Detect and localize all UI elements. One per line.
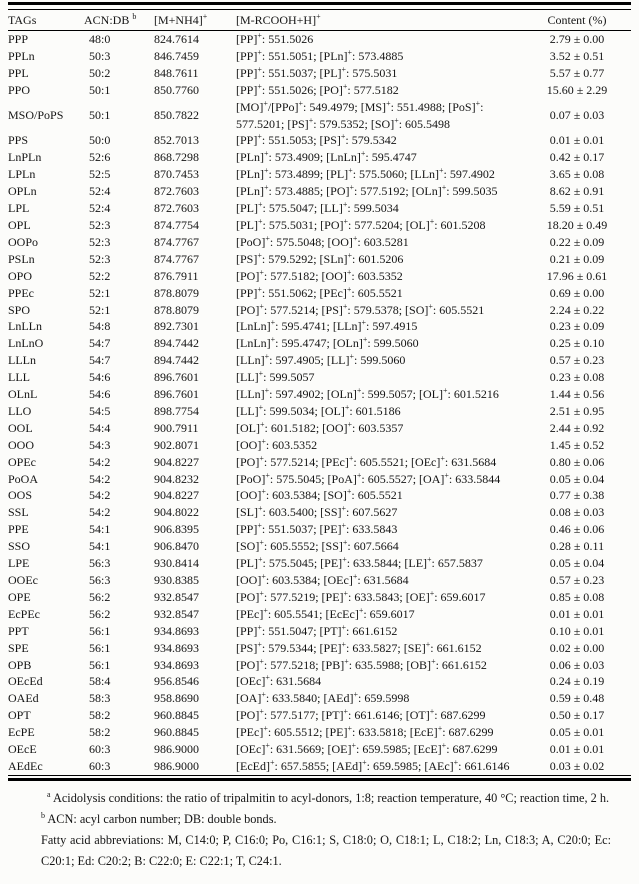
- acn-db-cell: 52:3: [89, 234, 111, 249]
- content-cell: 5.59 ± 0.51: [549, 201, 605, 216]
- content-cell: 0.57 ± 0.23: [549, 573, 605, 587]
- table-row: [8, 640, 631, 657]
- table-body: [8, 31, 631, 776]
- fragments-cell: [PLn]+: 573.4899; [PL]+: 575.5060; [LLn]+: 597.4902: [236, 166, 495, 182]
- acn-db-cell: 58:3: [89, 691, 111, 706]
- fragments-cell: [PP]+: 551.5062; [PEc]+: 605.5521: [236, 284, 403, 300]
- table-row: [8, 572, 631, 589]
- tag-cell: OAEd: [8, 691, 39, 706]
- fragments-cell: [PP]+: 551.5037; [PE]+: 633.5843: [236, 521, 398, 537]
- table-row: [8, 82, 631, 99]
- fragments-cell: [PEc]+: 605.5512; [PE]+: 633.5818; [EcE]+: 687.6299: [236, 724, 494, 740]
- tag-cell: OOL: [8, 420, 33, 435]
- fragments-cell: [PO]+: 577.5218; [PB]+: 635.5988; [OB]+: 661.6152: [236, 656, 487, 672]
- acn-db-cell: 50:0: [89, 133, 111, 148]
- content-cell: 0.42 ± 0.17: [549, 150, 605, 165]
- m-nh4-cell: 906.8395: [154, 522, 199, 537]
- acn-db-cell: 58:2: [89, 708, 111, 723]
- content-cell: 17.96 ± 0.61: [546, 268, 608, 283]
- m-nh4-cell: 932.8547: [154, 606, 199, 621]
- fragments-cell: [PS]+: 579.5292; [SLn]+: 601.5206: [236, 250, 404, 266]
- tag-cell: OOPo: [8, 234, 39, 249]
- fragments-cell: [MO]+/[PPo]+: 549.4979; [MS]+: 551.4988; [PoS]+: 577.5201; [PS]+: 579.5352; [SO]+: 605.5498: [236, 98, 484, 131]
- acn-db-cell: 58:4: [89, 674, 111, 689]
- table-row: [8, 690, 631, 707]
- fragments-cell: [SL]+: 603.5400; [SS]+: 607.5627: [236, 504, 398, 520]
- table-row: [8, 132, 631, 149]
- fragments-cell: [OL]+: 601.5182; [OO]+: 603.5357: [236, 419, 404, 435]
- content-cell: 1.45 ± 0.52: [549, 437, 605, 452]
- m-nh4-cell: 960.8845: [154, 708, 199, 723]
- content-cell: 0.59 ± 0.48: [549, 691, 605, 706]
- m-nh4-cell: 894.7442: [154, 336, 199, 351]
- m-nh4-cell: 848.7611: [154, 65, 199, 80]
- fragments-cell: [PL]+: 575.5047; [LL]+: 599.5034: [236, 200, 399, 216]
- fragments-cell: [LnLn]+: 595.4741; [LLn]+: 597.4915: [236, 318, 418, 334]
- content-cell: 0.80 ± 0.06: [549, 454, 605, 469]
- table-row: [8, 149, 631, 166]
- m-nh4-cell: 874.7767: [154, 234, 199, 249]
- tag-cell: OEcEd: [8, 674, 43, 689]
- tag-cell: SSL: [8, 505, 29, 520]
- tag-cell: EcPE: [8, 725, 35, 740]
- acn-db-cell: 56:1: [89, 623, 111, 638]
- table-top-rule: [8, 2, 631, 5]
- tag-cell: PPE: [8, 522, 29, 537]
- acn-db-cell: 54:4: [89, 420, 111, 435]
- m-nh4-cell: 986.9000: [154, 758, 199, 773]
- tag-cell: PPS: [8, 133, 29, 148]
- acn-db-cell: 52:1: [89, 285, 111, 300]
- tag-cell: SPE: [8, 640, 29, 655]
- table-row: [8, 285, 631, 302]
- footnote-acn-db-definition: $^b$ ACN: acyl carbon number; DB: double bonds.: [41, 810, 277, 826]
- acn-db-cell: 52:3: [89, 217, 111, 232]
- tag-cell: LnLLn: [8, 319, 42, 334]
- fragments-cell: [OO]+: 603.5384; [OEc]+: 631.5684: [236, 572, 409, 587]
- table-row: [8, 318, 631, 335]
- tag-cell: OPL: [8, 217, 31, 232]
- table-row: [8, 758, 631, 775]
- fragments-cell: [PEc]+: 605.5541; [EcEc]+: 659.6017: [236, 605, 415, 621]
- fragments-cell: [EcEd]+: 657.5855; [AEd]+: 659.5985; [AEc]+: 661.6146: [236, 757, 510, 773]
- fragments-cell: [PP]+: 551.5037; [PL]+: 575.5031: [236, 64, 398, 80]
- fragments-cell: [PP]+: 551.5051; [PLn]+: 573.4885: [236, 47, 404, 63]
- table-row: [8, 623, 631, 640]
- acn-db-cell: 54:6: [89, 387, 111, 402]
- fragments-cell: [PLn]+: 573.4909; [LnLn]+: 595.4747: [236, 149, 417, 165]
- acn-db-cell: 56:2: [89, 606, 111, 621]
- m-nh4-cell: 934.8693: [154, 640, 199, 655]
- tag-cell: MSO/PoPS: [8, 108, 64, 123]
- content-cell: 0.05 ± 0.01: [549, 725, 605, 740]
- fragments-cell: [PO]+: 577.5214; [PS]+: 579.5378; [SO]+: 605.5521: [236, 301, 485, 317]
- tag-cell: LnPLn: [8, 150, 42, 165]
- m-nh4-cell: 870.7453: [154, 167, 199, 182]
- content-cell: 0.21 ± 0.09: [549, 251, 605, 266]
- acn-db-cell: 52:2: [89, 268, 111, 283]
- tag-cell: LPL: [8, 201, 30, 216]
- content-cell: 0.10 ± 0.01: [549, 623, 605, 638]
- content-cell: 0.28 ± 0.11: [549, 539, 605, 554]
- content-cell: 0.08 ± 0.03: [549, 505, 605, 520]
- tag-composition-table: [8, 10, 631, 776]
- m-nh4-cell: 986.9000: [154, 742, 199, 757]
- acn-db-cell: 60:3: [89, 742, 111, 757]
- m-nh4-cell: 898.7754: [154, 403, 199, 418]
- m-nh4-cell: 956.8546: [154, 674, 199, 689]
- fragments-cell: [OO]+: 603.5352: [236, 436, 318, 452]
- table-row: [8, 386, 631, 403]
- table-row: [8, 183, 631, 200]
- acn-db-cell: 56:1: [89, 657, 111, 672]
- tag-cell: OPT: [8, 708, 31, 723]
- tag-cell: PoOA: [8, 471, 39, 486]
- acn-db-cell: 54:7: [89, 336, 111, 351]
- m-nh4-cell: 874.7754: [154, 217, 199, 232]
- table-row: [8, 589, 631, 606]
- table-row: [8, 420, 631, 437]
- m-nh4-cell: 896.7601: [154, 387, 199, 402]
- acn-db-cell: 60:3: [89, 758, 111, 773]
- fragments-cell: [PoO]+: 575.5048; [OO]+: 603.5281: [236, 233, 409, 249]
- acn-db-cell: 54:1: [89, 522, 111, 537]
- header-row: [8, 10, 631, 31]
- m-nh4-cell: 930.8385: [154, 573, 199, 587]
- acn-db-cell: 50:3: [89, 48, 111, 63]
- m-nh4-cell: 892.7301: [154, 319, 199, 334]
- acn-db-cell: 52:1: [89, 302, 111, 317]
- fragments-cell: [LL]+: 599.5057: [236, 369, 315, 385]
- tag-cell: LnLnO: [8, 336, 44, 351]
- acn-db-cell: 52:5: [89, 167, 111, 182]
- fragments-cell: [PLn]+: 573.4885; [PO]+: 577.5192; [OLn]+: 599.5035: [236, 183, 498, 199]
- table-row: [8, 166, 631, 183]
- fragments-cell: [OEc]+: 631.5684: [236, 673, 322, 689]
- table-header: [8, 10, 631, 31]
- m-nh4-cell: 904.8227: [154, 454, 199, 469]
- tag-cell: LPE: [8, 556, 30, 571]
- table-row: [8, 65, 631, 82]
- table-row: [8, 200, 631, 217]
- table-row: [8, 707, 631, 724]
- table-row: [8, 48, 631, 65]
- table-row: [8, 403, 631, 420]
- table-row: [8, 555, 631, 572]
- fragments-cell: [PP]+: 551.5026; [PO]+: 577.5182: [236, 81, 399, 97]
- m-nh4-cell: 894.7442: [154, 353, 199, 368]
- m-nh4-cell: 934.8693: [154, 623, 199, 638]
- tag-cell: LPLn: [8, 167, 36, 182]
- content-cell: 0.23 ± 0.09: [549, 319, 605, 334]
- fragments-cell: [OEc]+: 631.5669; [OE]+: 659.5985; [EcE]+: 687.6299: [236, 741, 498, 757]
- tag-cell: PPP: [8, 32, 29, 46]
- table-row: [8, 606, 631, 623]
- m-nh4-cell: 958.8690: [154, 691, 199, 706]
- fragments-cell: [PS]+: 579.5344; [PE]+: 633.5827; [SE]+: 661.6152: [236, 639, 482, 655]
- m-nh4-cell: 852.7013: [154, 133, 199, 148]
- content-cell: 0.07 ± 0.03: [549, 108, 605, 123]
- fragments-cell: [PL]+: 575.5031; [PO]+: 577.5204; [OL]+: 601.5208: [236, 216, 486, 232]
- table-row: [8, 538, 631, 555]
- table-row: [8, 268, 631, 285]
- acn-db-cell: 52:6: [89, 150, 111, 165]
- table-row: [8, 369, 631, 386]
- fragments-cell: [PO]+: 577.5219; [PE]+: 633.5843; [OE]+: 659.6017: [236, 588, 486, 604]
- content-cell: 0.23 ± 0.08: [549, 370, 605, 385]
- fragments-cell: [PoO]+: 575.5045; [PoA]+: 605.5527; [OA]+: 633.5844: [236, 470, 501, 486]
- fragments-cell: [PL]+: 575.5045; [PE]+: 633.5844; [LE]+: 657.5837: [236, 555, 483, 571]
- m-nh4-cell: 960.8845: [154, 725, 199, 740]
- acn-db-cell: 54:2: [89, 488, 111, 503]
- acn-db-cell: 50:2: [89, 65, 111, 80]
- tag-cell: OPO: [8, 268, 33, 283]
- fragments-cell: [OA]+: 633.5840; [AEd]+: 659.5998: [236, 690, 410, 706]
- acn-db-cell: 54:7: [89, 353, 111, 368]
- footnote-fatty-acid-abbreviations: Fatty acid abbreviations: M, C14:0; P, C16:0; Po, C16:1; S, C18:0; O, C18:1; L, C18:2; Ln, C18:3; A, C20:0; Ec: C20:1; Ed: C20:2; B: C22:0; E: C22:1; T, C24:1.: [41, 832, 611, 868]
- content-cell: 0.69 ± 0.00: [549, 285, 605, 300]
- content-cell: 8.62 ± 0.91: [549, 184, 605, 199]
- fragments-cell: [LLn]+: 597.4902; [OLn]+: 599.5057; [OL]+: 601.5216: [236, 386, 499, 402]
- table-row: [8, 741, 631, 758]
- tag-cell: OPE: [8, 589, 31, 604]
- m-nh4-cell: 904.8227: [154, 488, 199, 503]
- content-cell: 5.57 ± 0.77: [549, 65, 605, 80]
- acn-db-cell: 52:3: [89, 251, 111, 266]
- content-cell: 0.57 ± 0.23: [549, 353, 605, 368]
- m-nh4-cell: 878.8079: [154, 302, 199, 317]
- content-cell: 0.77 ± 0.38: [549, 488, 605, 503]
- table-row: [8, 487, 631, 504]
- content-cell: 0.05 ± 0.04: [549, 471, 605, 486]
- fragments-cell: [PP]+: 551.5026: [236, 31, 314, 46]
- fragments-cell: [PP]+: 551.5047; [PT]+: 661.6152: [236, 622, 398, 638]
- acn-db-cell: 52:4: [89, 201, 111, 216]
- acn-db-cell: 56:1: [89, 640, 111, 655]
- acn-db-cell: 52:4: [89, 184, 111, 199]
- column-header-tags: TAGs: [8, 10, 84, 31]
- tag-cell: SSO: [8, 539, 31, 554]
- m-nh4-cell: 872.7603: [154, 184, 199, 199]
- m-nh4-cell: 850.7822: [154, 108, 199, 123]
- m-nh4-cell: 878.8079: [154, 285, 199, 300]
- m-nh4-cell: 906.8470: [154, 539, 199, 554]
- acn-db-cell: 54:3: [89, 437, 111, 452]
- content-cell: 0.25 ± 0.10: [549, 336, 605, 351]
- table-row: [8, 454, 631, 471]
- tag-cell: LLO: [8, 403, 32, 418]
- content-cell: 2.24 ± 0.22: [549, 302, 605, 317]
- tag-cell: PPO: [8, 82, 31, 97]
- tag-cell: OOO: [8, 437, 34, 452]
- tag-cell: OLnL: [8, 387, 38, 402]
- tag-cell: EcPEc: [8, 606, 40, 621]
- footnotes: [41, 788, 611, 872]
- acn-db-cell: 56:3: [89, 573, 111, 587]
- acn-db-cell: 54:2: [89, 505, 111, 520]
- column-header-content: Content (%): [523, 10, 631, 31]
- m-nh4-cell: 872.7603: [154, 201, 199, 216]
- m-nh4-cell: 902.8071: [154, 437, 199, 452]
- tag-cell: PPL: [8, 65, 29, 80]
- fragments-cell: [SO]+: 605.5552; [SS]+: 607.5664: [236, 538, 399, 554]
- acn-db-cell: 48:0: [89, 32, 111, 46]
- m-nh4-cell: 846.7459: [154, 48, 199, 63]
- fragments-cell: [PO]+: 577.5182; [OO]+: 603.5352: [236, 267, 403, 283]
- acn-db-cell: 54:2: [89, 454, 111, 469]
- content-cell: 2.44 ± 0.92: [549, 420, 605, 435]
- acn-db-cell: 54:8: [89, 319, 111, 334]
- tag-cell: OPB: [8, 657, 32, 672]
- tag-cell: PPLn: [8, 48, 35, 63]
- table-row: [8, 335, 631, 352]
- tag-cell: OPEc: [8, 454, 36, 469]
- column-header-fragments: [M-RCOOH+H]+: [236, 10, 523, 31]
- tag-cell: AEdEc: [8, 758, 43, 773]
- m-nh4-cell: 896.7601: [154, 370, 199, 385]
- column-header-acn-db: ACN:DB $^b$: [84, 10, 154, 31]
- fragments-cell: [LLn]+: 597.4905; [LL]+: 599.5060: [236, 352, 406, 368]
- content-cell: 0.01 ± 0.01: [549, 742, 605, 757]
- m-nh4-cell: 934.8693: [154, 657, 199, 672]
- content-cell: 3.52 ± 0.51: [549, 48, 605, 63]
- content-cell: 0.24 ± 0.19: [549, 674, 605, 689]
- content-cell: 0.02 ± 0.00: [549, 640, 605, 655]
- acn-db-cell: 56:2: [89, 589, 111, 604]
- table-row: [8, 471, 631, 488]
- content-cell: 0.03 ± 0.02: [549, 758, 605, 773]
- tag-cell: PPT: [8, 623, 29, 638]
- table-row: [8, 31, 631, 48]
- m-nh4-cell: 930.8414: [154, 556, 199, 571]
- content-cell: 0.05 ± 0.04: [549, 556, 605, 571]
- fragments-cell: [PO]+: 577.5177; [PT]+: 661.6146; [OT]+: 687.6299: [236, 707, 486, 723]
- table-row: [8, 437, 631, 454]
- acn-db-cell: 54:1: [89, 539, 111, 554]
- tag-cell: OPLn: [8, 184, 37, 199]
- content-cell: 18.20 ± 0.49: [546, 217, 608, 232]
- m-nh4-cell: 904.8022: [154, 505, 199, 520]
- fragments-cell: [OO]+: 603.5384; [SO]+: 605.5521: [236, 487, 403, 503]
- content-cell: 0.01 ± 0.01: [549, 133, 605, 148]
- m-nh4-cell: 904.8232: [154, 471, 199, 486]
- fragments-cell: [PO]+: 577.5214; [PEc]+: 605.5521; [OEc]+: 631.5684: [236, 453, 497, 469]
- content-cell: 0.22 ± 0.09: [549, 234, 605, 249]
- content-cell: 0.06 ± 0.03: [549, 657, 605, 672]
- table-row: [8, 673, 631, 690]
- table-row: [8, 234, 631, 251]
- fragments-cell: [LL]+: 599.5034; [OL]+: 601.5186: [236, 402, 401, 418]
- table-row: [8, 302, 631, 319]
- acn-db-cell: 54:5: [89, 403, 111, 418]
- table-row: [8, 352, 631, 369]
- content-cell: 0.01 ± 0.01: [549, 606, 605, 621]
- tag-cell: PPEc: [8, 285, 35, 300]
- tag-cell: OOEc: [8, 573, 38, 587]
- acn-db-cell: 54:6: [89, 370, 111, 385]
- table-bottom-rule: [8, 778, 631, 781]
- content-cell: 0.85 ± 0.08: [549, 589, 605, 604]
- tag-cell: OEcE: [8, 742, 37, 757]
- tag-cell: PSLn: [8, 251, 35, 266]
- m-nh4-cell: 850.7760: [154, 82, 199, 97]
- table-row: [8, 99, 631, 133]
- column-header-m-nh4: [M+NH4]+: [154, 10, 236, 31]
- acn-db-cell: 50:1: [89, 82, 111, 97]
- table-row: [8, 251, 631, 268]
- acn-db-cell: 50:1: [89, 108, 111, 123]
- content-cell: 0.46 ± 0.06: [549, 522, 605, 537]
- table-row: [8, 724, 631, 741]
- m-nh4-cell: 876.7911: [154, 268, 199, 283]
- content-cell: 1.44 ± 0.56: [549, 387, 605, 402]
- m-nh4-cell: 900.7911: [154, 420, 199, 435]
- content-cell: 2.79 ± 0.00: [549, 32, 605, 46]
- table-row: [8, 521, 631, 538]
- m-nh4-cell: 874.7767: [154, 251, 199, 266]
- fragments-cell: [PP]+: 551.5053; [PS]+: 579.5342: [236, 132, 397, 148]
- m-nh4-cell: 824.7614: [154, 32, 199, 46]
- acn-db-cell: 56:3: [89, 556, 111, 571]
- content-cell: 2.51 ± 0.95: [549, 403, 605, 418]
- footnote-acidolysis-conditions: $^a$ Acidolysis conditions: the ratio of tripalmitin to acyl-donors, 1:8; reaction temperature, 40 °C; reaction time, 2 h.: [47, 789, 610, 805]
- m-nh4-cell: 868.7298: [154, 150, 199, 165]
- table-row: [8, 217, 631, 234]
- table-row: [8, 657, 631, 674]
- acn-db-cell: 58:2: [89, 725, 111, 740]
- content-cell: 3.65 ± 0.08: [549, 167, 605, 182]
- tag-cell: LLLn: [8, 353, 36, 368]
- content-cell: 15.60 ± 2.29: [546, 82, 608, 97]
- tag-cell: OOS: [8, 488, 33, 503]
- acn-db-cell: 54:2: [89, 471, 111, 486]
- table-row: [8, 504, 631, 521]
- m-nh4-cell: 932.8547: [154, 589, 199, 604]
- content-cell: 0.50 ± 0.17: [549, 708, 605, 723]
- tag-cell: LLL: [8, 370, 30, 385]
- fragments-cell: [LnLn]+: 595.4747; [OLn]+: 599.5060: [236, 335, 419, 351]
- tag-cell: SPO: [8, 302, 31, 317]
